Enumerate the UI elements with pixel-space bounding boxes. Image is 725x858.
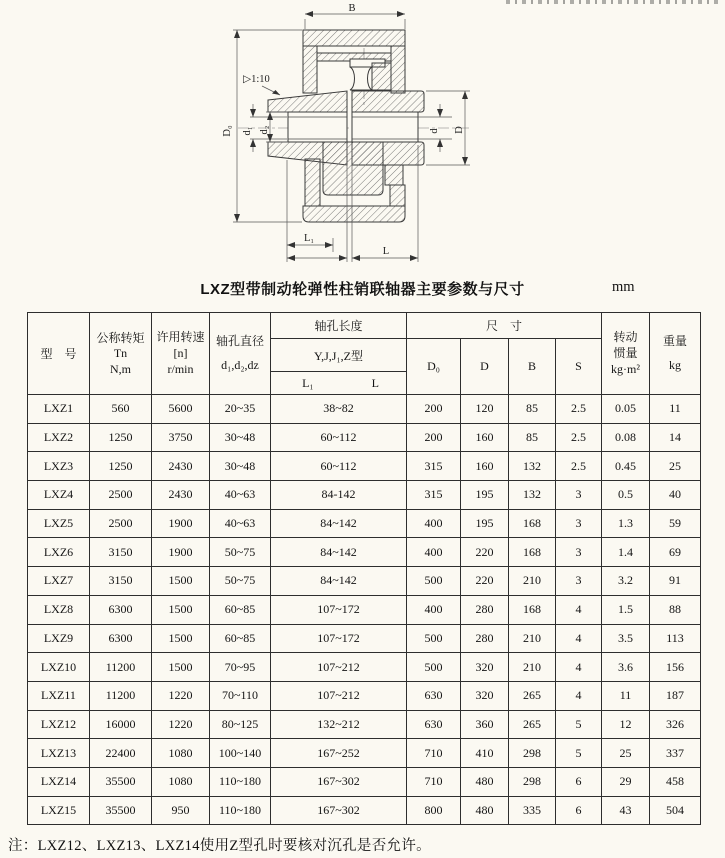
model-cell: LXZ12 [28,710,90,739]
value-cell: 107~212 [271,653,407,682]
value-cell: 4 [556,624,602,653]
value-cell: 160 [461,423,509,452]
value-cell: 0.08 [602,423,650,452]
model-cell: LXZ3 [28,452,90,481]
left-hub [288,112,347,142]
value-cell: 458 [650,767,701,796]
value-cell: 1500 [152,567,210,596]
value-cell: 210 [509,653,556,682]
value-cell: 50~75 [210,538,271,567]
table-row [28,653,701,682]
right-step-lower [385,165,403,185]
dim-label-D: D [454,126,465,134]
pin-sleeve [372,63,391,90]
header-line: kg·m² [611,362,640,376]
value-cell: 160 [461,452,509,481]
dim-label-D0: D₀ [222,125,233,137]
drum-right-wall-upper [391,46,405,93]
drum-right-wall-lower [390,185,405,206]
header-line: 轴孔直径 [215,334,264,348]
value-cell: 14 [650,423,701,452]
value-cell: 400 [407,509,461,538]
value-cell: 80~125 [210,710,271,739]
value-cell: 60~112 [271,423,407,452]
value-cell: 38~82 [271,395,407,424]
table-row [28,796,701,825]
value-cell: 1250 [90,452,152,481]
value-cell: 3 [556,481,602,510]
value-cell: 11 [650,395,701,424]
value-cell: 110~180 [210,767,271,796]
value-cell: 168 [509,509,556,538]
subheader-B: B [509,339,556,395]
col-header-model: 型 号 [28,313,90,395]
model-cell: LXZ8 [28,595,90,624]
value-cell: 167~302 [271,796,407,825]
table-row [28,710,701,739]
dim-label-d2: d₂ [259,125,270,135]
model-cell: LXZ9 [28,624,90,653]
table-row [28,567,701,596]
subheader-S: S [556,339,602,395]
value-cell: 2430 [152,452,210,481]
dim-label-L1: L₁ [303,233,315,244]
drum-bottom-rim [303,206,405,222]
value-cell: 195 [461,481,509,510]
value-cell: 0.05 [602,395,650,424]
value-cell: 3.5 [602,624,650,653]
value-cell: 40 [650,481,701,510]
value-cell: 480 [461,767,509,796]
dim-label-d1: d₁ [242,126,253,136]
col-header-torque [90,313,152,395]
value-cell: 500 [407,567,461,596]
value-cell: 480 [461,796,509,825]
value-cell: 1.3 [602,509,650,538]
value-cell: 6 [556,796,602,825]
value-cell: 85 [509,423,556,452]
value-cell: 3150 [90,538,152,567]
header-line: 公称转矩Tn [96,330,145,360]
value-cell: 0.45 [602,452,650,481]
subheader-L1-L [271,372,407,395]
value-cell: 1220 [152,681,210,710]
value-cell: 710 [407,739,461,768]
value-cell: 35500 [90,796,152,825]
value-cell: 360 [461,710,509,739]
model-cell: LXZ5 [28,509,90,538]
value-cell: 220 [461,538,509,567]
value-cell: 400 [407,538,461,567]
table-row [28,681,701,710]
value-cell: 6 [556,767,602,796]
model-cell: LXZ11 [28,681,90,710]
value-cell: 560 [90,395,152,424]
value-cell: 1080 [152,767,210,796]
value-cell: 2500 [90,481,152,510]
value-cell: 400 [407,595,461,624]
table-row [28,538,701,567]
value-cell: 210 [509,624,556,653]
header-line: 重量 [663,334,688,348]
value-cell: 1220 [152,710,210,739]
value-cell: 3 [556,509,602,538]
value-cell: 40~63 [210,509,271,538]
value-cell: 20~35 [210,395,271,424]
value-cell: 16000 [90,710,152,739]
value-cell: 2430 [152,481,210,510]
value-cell: 200 [407,423,461,452]
col-header-weight [650,313,701,395]
value-cell: 60~85 [210,595,271,624]
table-row [28,767,701,796]
value-cell: 500 [407,624,461,653]
header-line: N,m [110,361,131,376]
value-cell: 88 [650,595,701,624]
value-cell: 337 [650,739,701,768]
value-cell: 5 [556,710,602,739]
value-cell: 132 [509,481,556,510]
header-line: r/min [167,362,194,376]
value-cell: 630 [407,681,461,710]
value-cell: 29 [602,767,650,796]
value-cell: 1080 [152,739,210,768]
value-cell: 22400 [90,739,152,768]
value-cell: 3150 [90,567,152,596]
value-cell: 1250 [90,423,152,452]
value-cell: 35500 [90,767,152,796]
right-flange-upper [352,91,424,112]
col-header-size: 尺 寸 [407,313,602,339]
table-row [28,595,701,624]
value-cell: 1900 [152,538,210,567]
drum-left-wall-upper [303,46,317,93]
model-cell: LXZ15 [28,796,90,825]
value-cell: 12 [602,710,650,739]
value-cell: 265 [509,710,556,739]
value-cell: 167~302 [271,767,407,796]
col-header-length: 轴孔长度 [271,313,407,339]
value-cell: 326 [650,710,701,739]
table-row [28,423,701,452]
value-cell: 265 [509,681,556,710]
value-cell: 4 [556,681,602,710]
value-cell: 220 [461,567,509,596]
value-cell: 30~48 [210,452,271,481]
value-cell: 3.2 [602,567,650,596]
col-header-speed [152,313,210,395]
value-cell: 156 [650,653,701,682]
value-cell: 25 [602,739,650,768]
value-cell: 11 [602,681,650,710]
value-cell: 3.6 [602,653,650,682]
value-cell: 1500 [152,624,210,653]
subheader-D0: D₀ [407,339,461,395]
value-cell: 100~140 [210,739,271,768]
value-cell: 50~75 [210,567,271,596]
value-cell: 6300 [90,624,152,653]
subheader-D: D [461,339,509,395]
value-cell: 210 [509,567,556,596]
table-row [28,395,701,424]
header-line: kg [669,358,682,372]
value-cell: 500 [407,653,461,682]
subheader-length-types: Y,J,J₁,Z型 [271,339,407,372]
value-cell: 168 [509,595,556,624]
parameters-table [27,312,701,825]
value-cell: 800 [407,796,461,825]
value-cell: 84-142 [271,481,407,510]
value-cell: 1.4 [602,538,650,567]
subheader-L: L [371,375,379,390]
header-line: 转动 [613,330,638,344]
value-cell: 710 [407,767,461,796]
value-cell: 195 [461,509,509,538]
page-title: LXZ型带制动轮弹性柱销联轴器主要参数与尺寸 [200,281,525,298]
value-cell: 3750 [152,423,210,452]
value-cell: 630 [407,710,461,739]
value-cell: 167~252 [271,739,407,768]
value-cell: 25 [650,452,701,481]
value-cell: 84~142 [271,538,407,567]
subheader-L1: L₁ [302,375,314,390]
value-cell: 4 [556,595,602,624]
value-cell: 85 [509,395,556,424]
value-cell: 69 [650,538,701,567]
value-cell: 5 [556,739,602,768]
value-cell: 84~142 [271,509,407,538]
value-cell: 2.5 [556,423,602,452]
model-cell: LXZ2 [28,423,90,452]
taper-label: ▷1:10 [243,74,270,85]
value-cell: 168 [509,538,556,567]
value-cell: 3 [556,538,602,567]
value-cell: 5600 [152,395,210,424]
value-cell: 84~142 [271,567,407,596]
model-cell: LXZ13 [28,739,90,768]
col-header-bore [210,313,271,395]
value-cell: 320 [461,653,509,682]
dim-label-L: L [382,246,390,257]
right-hub [352,112,418,142]
value-cell: 2.5 [556,452,602,481]
dim-label-B: B [348,3,356,14]
value-cell: 107~212 [271,681,407,710]
value-cell: 280 [461,595,509,624]
value-cell: 1.5 [602,595,650,624]
table-row [28,452,701,481]
value-cell: 187 [650,681,701,710]
value-cell: 70~110 [210,681,271,710]
value-cell: 91 [650,567,701,596]
value-cell: 6300 [90,595,152,624]
value-cell: 3 [556,567,602,596]
value-cell: 315 [407,481,461,510]
value-cell: 132 [509,452,556,481]
header-line: [n] [173,346,188,360]
value-cell: 70~95 [210,653,271,682]
value-cell: 298 [509,739,556,768]
left-flange-upper [268,91,347,112]
value-cell: 132~212 [271,710,407,739]
value-cell: 280 [461,624,509,653]
value-cell: 4 [556,653,602,682]
value-cell: 2500 [90,509,152,538]
value-cell: 11200 [90,681,152,710]
value-cell: 107~172 [271,595,407,624]
table-row [28,624,701,653]
value-cell: 40~63 [210,481,271,510]
unit-label: mm [612,279,635,295]
value-cell: 11200 [90,653,152,682]
table-row [28,739,701,768]
model-cell: LXZ14 [28,767,90,796]
value-cell: 1900 [152,509,210,538]
value-cell: 60~112 [271,452,407,481]
model-cell: LXZ4 [28,481,90,510]
footnote: 注：LXZ12、LXZ13、LXZ14使用Z型孔时要核对沉孔是否允许。 [8,838,431,854]
model-cell: LXZ6 [28,538,90,567]
value-cell: 1500 [152,653,210,682]
value-cell: 410 [461,739,509,768]
value-cell: 298 [509,767,556,796]
value-cell: 113 [650,624,701,653]
value-cell: 0.5 [602,481,650,510]
header-line: d₁,d₂,dz [221,358,259,372]
drum-top-rim [303,30,405,46]
center-boss-lower [323,142,383,195]
table-row [28,509,701,538]
table-body [28,395,701,825]
elastic-pin [350,67,372,90]
value-cell: 335 [509,796,556,825]
value-cell: 107~172 [271,624,407,653]
value-cell: 30~48 [210,423,271,452]
model-cell: LXZ7 [28,567,90,596]
model-cell: LXZ1 [28,395,90,424]
value-cell: 110~180 [210,796,271,825]
value-cell: 315 [407,452,461,481]
value-cell: 950 [152,796,210,825]
value-cell: 1500 [152,595,210,624]
value-cell: 200 [407,395,461,424]
header-line: 惯量 [613,346,638,360]
value-cell: 120 [461,395,509,424]
header-line: 许用转速 [156,330,205,344]
table-row [28,481,701,510]
drum-left-wall-lower [305,159,320,206]
col-header-inertia [602,313,650,395]
value-cell: 60~85 [210,624,271,653]
coupling-section-drawing [0,0,725,272]
value-cell: 43 [602,796,650,825]
model-cell: LXZ10 [28,653,90,682]
value-cell: 2.5 [556,395,602,424]
value-cell: 320 [461,681,509,710]
value-cell: 504 [650,796,701,825]
dim-label-d: d [429,128,440,134]
value-cell: 59 [650,509,701,538]
